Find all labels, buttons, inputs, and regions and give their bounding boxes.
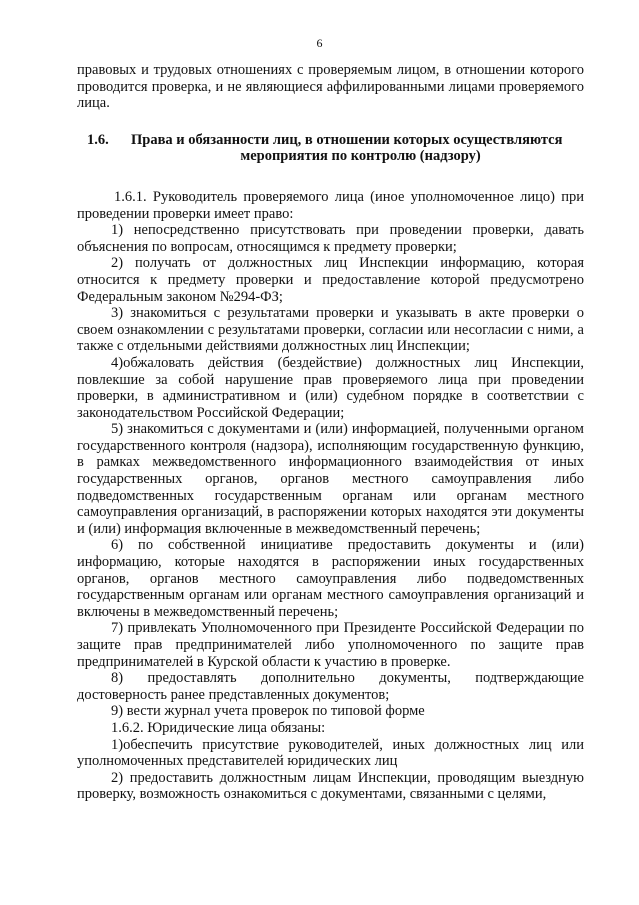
list-item-right-2: 2) получать от должностных лиц Инспекции информацию, которая относится к предмету проверки и предоставление которой предусмотрено Федеральным законом №294-ФЗ; — [77, 255, 584, 305]
list-item-right-7: 7) привлекать Уполномоченного при Президенте Российской Федерации по защите прав предпринимателей либо уполномоченного по защите прав предпринимателей в Курской области к участию в проверке. — [77, 620, 584, 670]
intro-paragraph: правовых и трудовых отношениях с проверяемым лицом, в отношении которого проводится проверка, и не являющиеся аффилированными лицами проверяемого лица. — [77, 62, 584, 112]
list-item-right-5: 5) знакомиться с документами и (или) информацией, полученными органом государственного контроля (надзора), исполняющим государственную функцию, в рамках межведомственного информационного взаимодействия от иных государственных органов, органов местного самоуправления либо подведомственных государственным органам или органам местного самоуправления организаций, в распоряжении которых находятся эти документы и (или) информация включенные в межведомственный перечень; — [77, 421, 584, 537]
list-item-duty-1: 1)обеспечить присутствие руководителей, иных должностных лиц или уполномоченных представителей юридических лиц — [77, 736, 584, 770]
list-item-right-3: 3) знакомиться с результатами проверки и указывать в акте проверки о своем ознакомлении с результатами проверки, согласии или несогласии с ними, а также с отдельными действиями должностных лиц Инспекции; — [77, 305, 584, 355]
page-number: 6 — [316, 36, 323, 50]
list-item-right-8: 8) предоставлять дополнительно документы, подтверждающие достоверность ранее представленных документов; — [77, 670, 584, 703]
paragraph-1-6-1: 1.6.1. Руководитель проверяемого лица (иное уполномоченное лицо) при проведении проверки имеет право: — [77, 188, 584, 222]
section-title-line2: мероприятия по контролю (надзору) — [240, 148, 481, 165]
list-item-duty-2: 2) предоставить должностным лицам Инспекции, проводящим выездную проверку, возможность ознакомиться с документами, связанными с целями, — [77, 769, 584, 803]
list-item-right-1: 1) непосредственно присутствовать при проведении проверки, давать объяснения по вопросам, относящимся к предмету проверки; — [77, 222, 584, 255]
section-heading — [77, 132, 584, 165]
list-item-right-4: 4)обжаловать действия (бездействие) должностных лиц Инспекции, повлекшие за собой нарушение прав проверяемого лица при проведении проверки, в административном и (или) судебном порядке в соответствии с законодательством Российской Федерации; — [77, 354, 584, 421]
section-title-line1: Права и обязанности лиц, в отношении которых осуществляются — [131, 131, 563, 148]
document-body — [77, 62, 584, 803]
paragraph-1-6-2: 1.6.2. Юридические лица обязаны: — [111, 719, 326, 736]
list-item-right-9: 9) вести журнал учета проверок по типовой форме — [111, 703, 425, 720]
section-number: 1.6. — [87, 131, 109, 148]
list-item-right-6: 6) по собственной инициативе предоставить документы и (или) информацию, которые находятся в распоряжении иных государственных органов, органов местного самоуправления либо подведомственных государственным органам или органам местного самоуправления организаций и включены в межведомственный перечень; — [77, 537, 584, 620]
